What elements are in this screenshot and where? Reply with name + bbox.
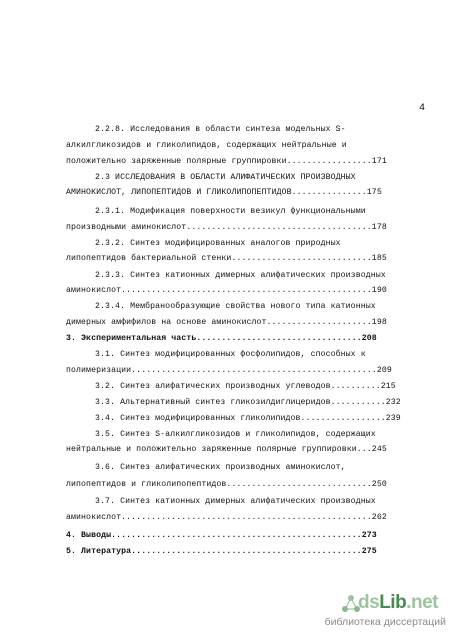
toc-line: АМИНОКИСЛОТ, ЛИПОПЕПТИДОВ И ГЛИКОЛИПОПЕПТИДОВ...............175 bbox=[66, 188, 382, 197]
toc-section-heading: 3. Экспериментальная часть.................................208 bbox=[66, 334, 377, 343]
toc-line: липопептидов бактериальной стенки............................185 bbox=[66, 254, 387, 263]
toc-line: димерных амфифилов на основе аминокислот.....................198 bbox=[66, 318, 387, 327]
logo-lib: Lib bbox=[379, 592, 407, 613]
toc-line: 3.4. Синтез модифицированных гликолипидов.................239 bbox=[95, 414, 401, 423]
toc-line: 2.3.4. Мембранообразующие свойства нового типа катионных bbox=[95, 302, 376, 311]
toc-section-heading: 4. Выводы..................................................273 bbox=[66, 531, 377, 540]
toc-line: 3.5. Синтез S-алкилгликозидов и гликолипидов, содержащих bbox=[95, 430, 376, 439]
watermark-logo bbox=[358, 592, 438, 614]
logo-net: .net bbox=[406, 592, 438, 613]
toc-line: положительно заряженные полярные группировки.................171 bbox=[66, 157, 387, 166]
toc-line: аминокислот..................................................190 bbox=[66, 286, 387, 295]
logo-ds: ds bbox=[358, 592, 380, 613]
watermark-tagline: библиотека диссертаций bbox=[324, 616, 446, 628]
toc-line: полимеризации.................................................209 bbox=[66, 366, 392, 375]
toc-line: 2.3 ИССЛЕДОВАНИЯ В ОБЛАСТИ АЛИФАТИЧЕСКИХ ПРОИЗВОДНЫХ bbox=[95, 173, 356, 182]
toc-line: 2.2.8. Исследования в области синтеза модельных S- bbox=[95, 125, 346, 134]
page-number: 4 bbox=[419, 103, 426, 114]
toc-line: 3.1. Синтез модифицированных фосфолипидов, способных к bbox=[95, 350, 366, 359]
toc-line: 3.3. Альтернативный синтез гликозилдиглицеридов...........232 bbox=[95, 398, 401, 407]
toc-line: аминокислот..................................................262 bbox=[66, 513, 387, 522]
toc-line: липопептидов и гликолипопептидов.............................250 bbox=[66, 480, 387, 489]
toc-line: производными аминокислот.....................................178 bbox=[66, 223, 387, 232]
toc-line: 3.2. Синтез алифатических производных углеводов..........215 bbox=[95, 382, 396, 391]
dslib-watermark bbox=[324, 592, 446, 632]
toc-section-heading: 5. Литература..............................................275 bbox=[66, 547, 377, 556]
toc-line: 3.6. Синтез алифатических производных аминокислот, bbox=[95, 463, 346, 472]
toc-line: 2.3.3. Синтез катионных димерных алифатических производных bbox=[95, 271, 386, 280]
toc-line: 3.7. Синтез катионных димерных алифатических производных bbox=[95, 497, 376, 506]
toc-line: 2.3.2. Синтез модифицированных аналогов природных bbox=[95, 239, 341, 248]
toc-line: нейтральные и положительно заряженные полярные группировки...245 bbox=[66, 445, 387, 454]
toc-line: алкилгликозидов и гликолипидов, содержащих нейтральные и bbox=[66, 141, 347, 150]
toc-line: 2.3.1. Модификация поверхности везикул функциональными bbox=[95, 207, 366, 216]
